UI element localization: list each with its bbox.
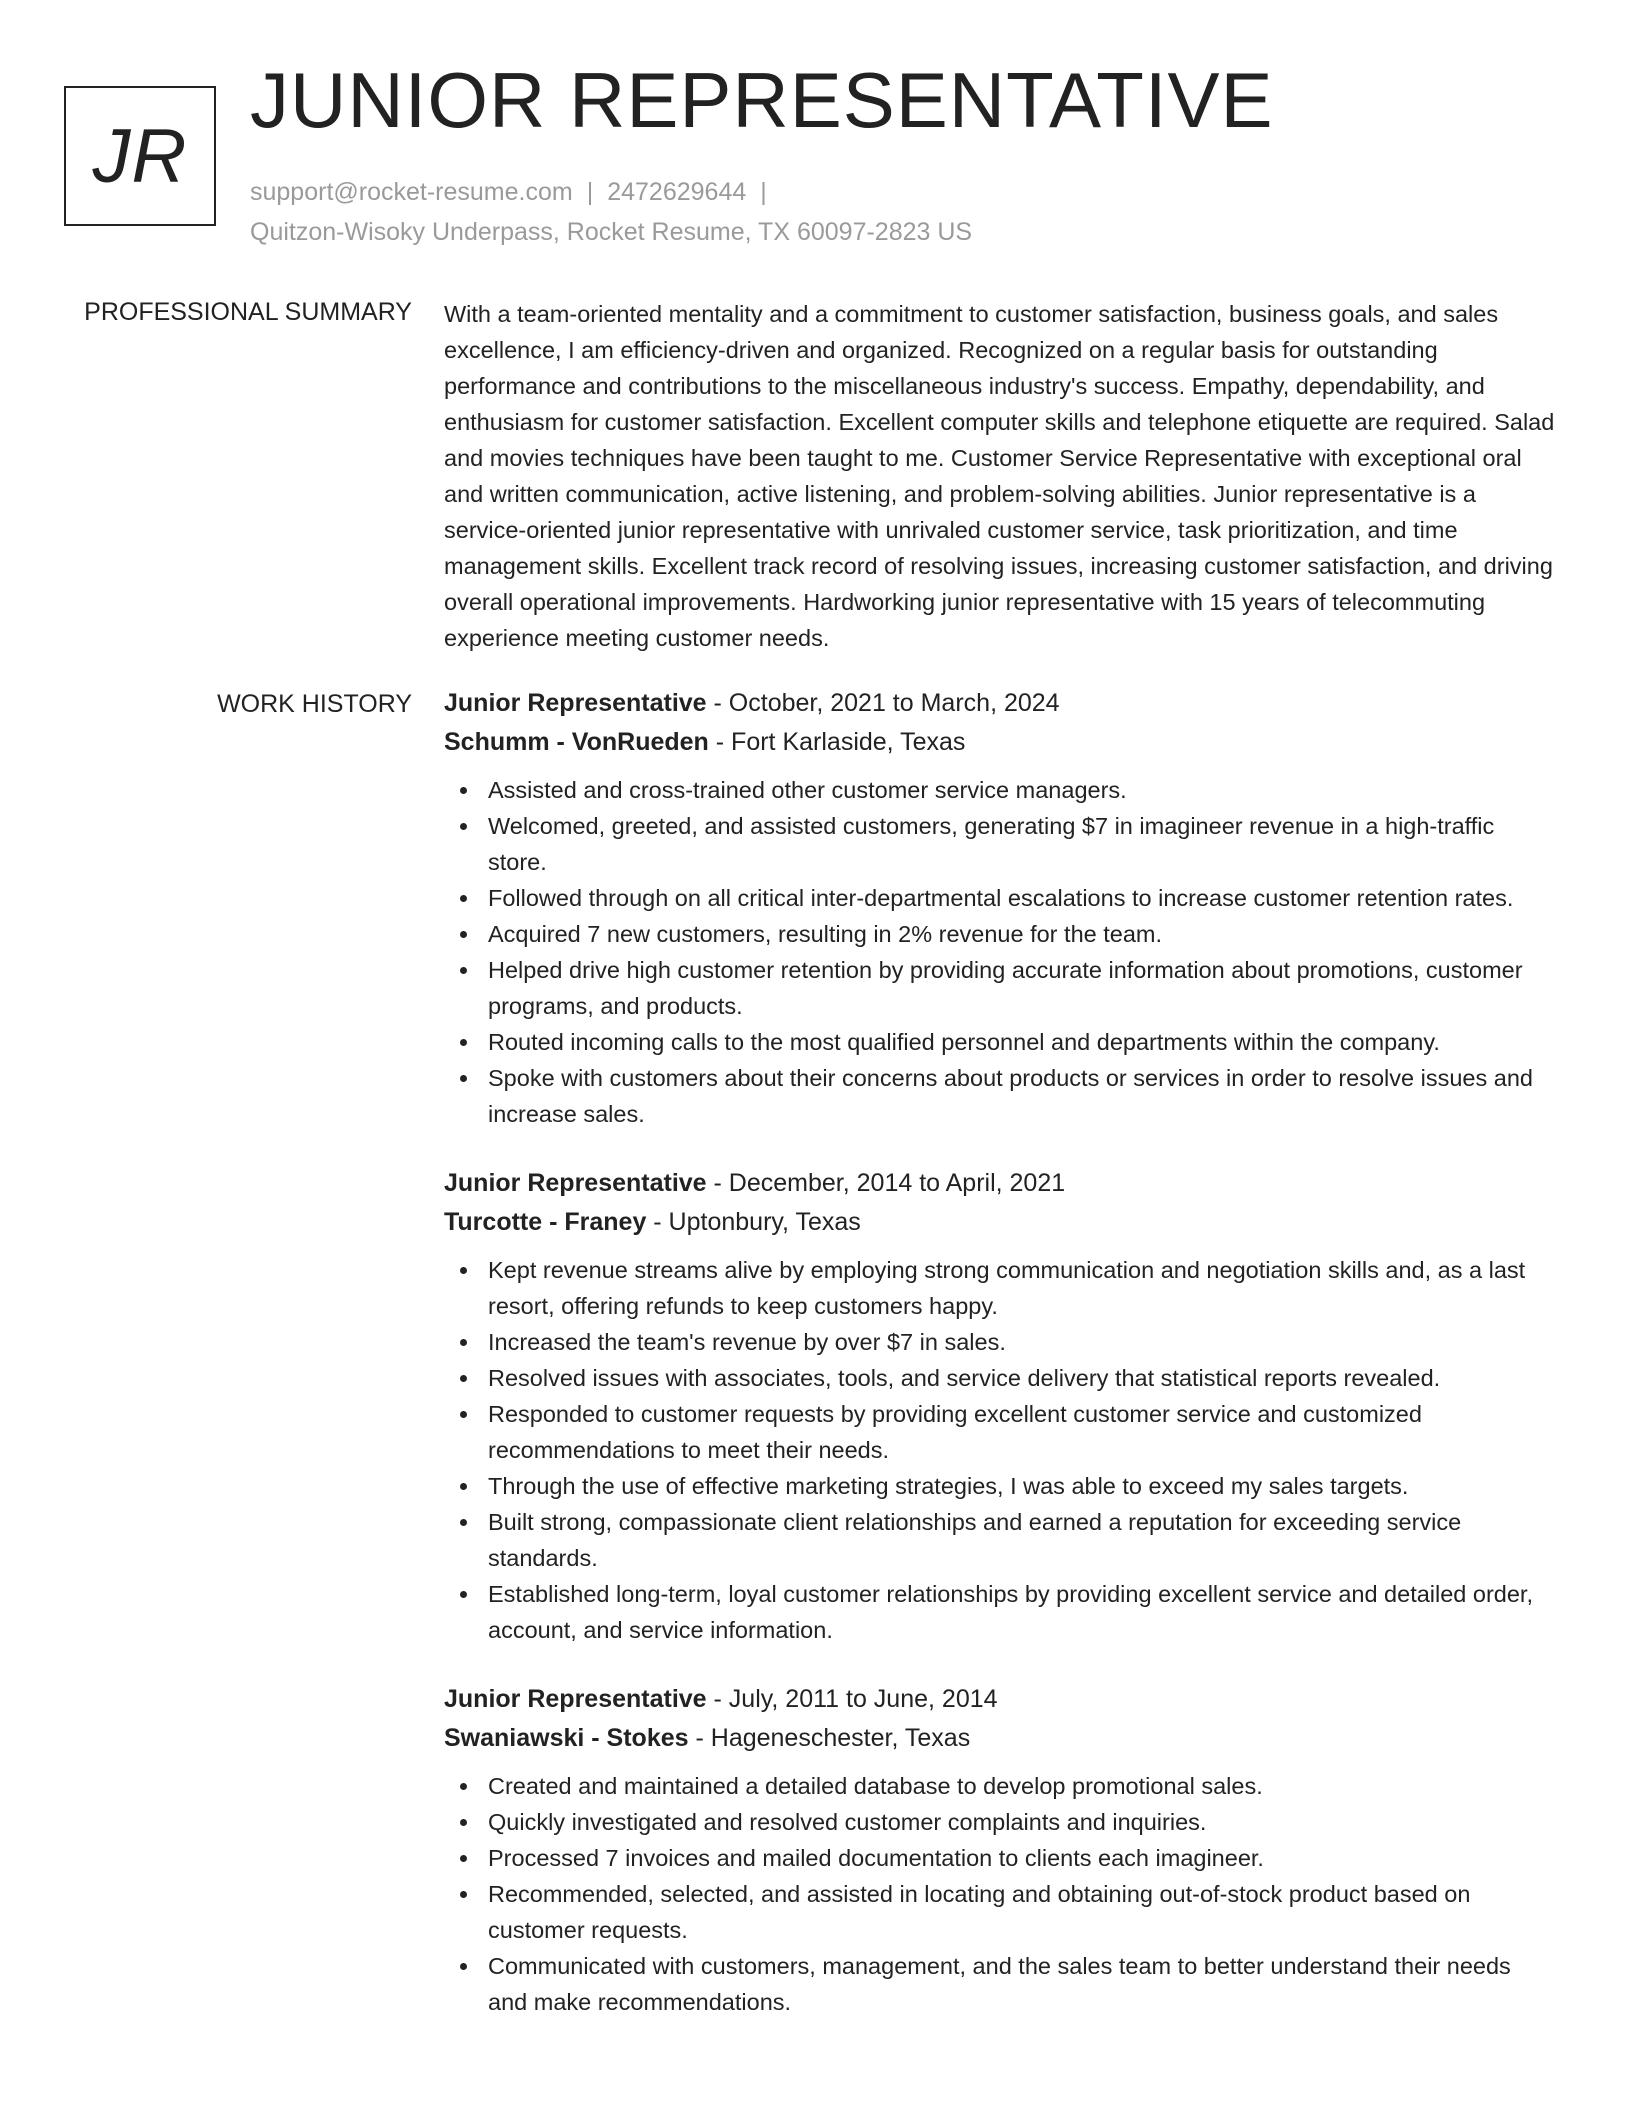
monogram-badge: JR xyxy=(64,86,216,226)
job-bullet: Spoke with customers about their concerns about products or services in order to resolve issues and increase sales. xyxy=(444,1060,1556,1132)
job-company-line xyxy=(444,1203,1556,1242)
job-title-line xyxy=(444,684,1556,723)
job-dates: - July, 2011 to June, 2014 xyxy=(706,1685,998,1713)
job-bullet: Recommended, selected, and assisted in locating and obtaining out-of-stock product based on customer requests. xyxy=(444,1876,1556,1948)
job-bullet-list xyxy=(444,1768,1556,2020)
phone-text: 2472629644 xyxy=(607,178,747,206)
job-bullet: Through the use of effective marketing strategies, I was able to exceed my sales targets. xyxy=(444,1468,1556,1504)
job-role: Junior Representative xyxy=(444,1685,707,1713)
separator: | xyxy=(586,178,594,206)
job-company: Turcotte - Franey xyxy=(444,1208,647,1236)
job-bullet-list xyxy=(444,1252,1556,1648)
work-history-heading: WORK HISTORY xyxy=(217,690,412,718)
work-history-body xyxy=(444,684,1556,2052)
job-company: Swaniawski - Stokes xyxy=(444,1724,689,1752)
email-text: support@rocket-resume.com xyxy=(250,178,573,206)
job-entry xyxy=(444,1164,1556,1648)
job-dates: - December, 2014 to April, 2021 xyxy=(706,1169,1066,1197)
separator: | xyxy=(760,178,767,206)
job-bullet: Communicated with customers, management, and the sales team to better understand their needs and make recommendations. xyxy=(444,1948,1556,2020)
job-bullet: Built strong, compassionate client relationships and earned a reputation for exceeding service standards. xyxy=(444,1504,1556,1576)
contact-info xyxy=(250,172,972,252)
job-bullet: Helped drive high customer retention by providing accurate information about promotions, customer programs, and products. xyxy=(444,952,1556,1024)
job-location: - Fort Karlaside, Texas xyxy=(708,728,966,756)
job-dates: - October, 2021 to March, 2024 xyxy=(706,689,1060,717)
job-bullet: Processed 7 invoices and mailed documentation to clients each imagineer. xyxy=(444,1840,1556,1876)
summary-body xyxy=(444,296,1556,656)
job-company-line xyxy=(444,1719,1556,1758)
job-bullet: Kept revenue streams alive by employing strong communication and negotiation skills and, as a last resort, offering refunds to keep customers happy. xyxy=(444,1252,1556,1324)
job-title-line xyxy=(444,1680,1556,1719)
job-location: - Hageneschester, Texas xyxy=(688,1724,971,1752)
job-bullet: Acquired 7 new customers, resulting in 2% revenue for the team. xyxy=(444,916,1556,952)
job-entry xyxy=(444,1680,1556,2020)
job-bullet: Routed incoming calls to the most qualified personnel and departments within the company. xyxy=(444,1024,1556,1060)
job-bullet: Welcomed, greeted, and assisted customers, generating $7 in imagineer revenue in a high-traffic store. xyxy=(444,808,1556,880)
job-bullet: Quickly investigated and resolved customer complaints and inquiries. xyxy=(444,1804,1556,1840)
contact-line-1 xyxy=(250,172,972,212)
address-text: Quitzon-Wisoky Underpass, Rocket Resume, TX 60097-2823 US xyxy=(250,218,973,246)
job-bullet: Increased the team's revenue by over $7 in sales. xyxy=(444,1324,1556,1360)
job-bullet: Followed through on all critical inter-departmental escalations to increase customer retention rates. xyxy=(444,880,1556,916)
summary-heading: PROFESSIONAL SUMMARY xyxy=(84,298,412,326)
job-title-line xyxy=(444,1164,1556,1203)
job-bullet: Responded to customer requests by providing excellent customer service and customized recommendations to meet their needs. xyxy=(444,1396,1556,1468)
job-bullet-list xyxy=(444,772,1556,1132)
job-bullet: Assisted and cross-trained other customer service managers. xyxy=(444,772,1556,808)
job-company-line xyxy=(444,723,1556,762)
job-role: Junior Representative xyxy=(444,689,707,717)
candidate-name: JUNIOR REPRESENTATIVE xyxy=(250,56,1274,144)
job-bullet: Created and maintained a detailed database to develop promotional sales. xyxy=(444,1768,1556,1804)
job-entry xyxy=(444,684,1556,1132)
job-role: Junior Representative xyxy=(444,1169,707,1197)
job-location: - Uptonbury, Texas xyxy=(646,1208,861,1236)
job-bullet: Established long-term, loyal customer relationships by providing excellent service and detailed order, account, and service information. xyxy=(444,1576,1556,1648)
summary-paragraph: With a team-oriented mentality and a commitment to customer satisfaction, business goals, and sales excellence, I am efficiency-driven and organized. Recognized on a regular basis for outstanding performance and contributions to the miscellaneous industry's success. Empathy, dependability, and enthusiasm for customer satisfaction. Excellent computer skills and telephone etiquette are required. Salad and movies techniques have been taught to me. Customer Service Representative with exceptional oral and written communication, active listening, and problem-solving abilities. Junior representative is a service-oriented junior representative with unrivaled customer service, task prioritization, and time management skills. Excellent track record of resolving issues, increasing customer satisfaction, and driving overall operational improvements. Hardworking junior representative with 15 years of telecommuting experience meeting customer needs. xyxy=(444,301,1555,651)
job-bullet: Resolved issues with associates, tools, and service delivery that statistical reports revealed. xyxy=(444,1360,1556,1396)
job-company: Schumm - VonRueden xyxy=(444,728,709,756)
